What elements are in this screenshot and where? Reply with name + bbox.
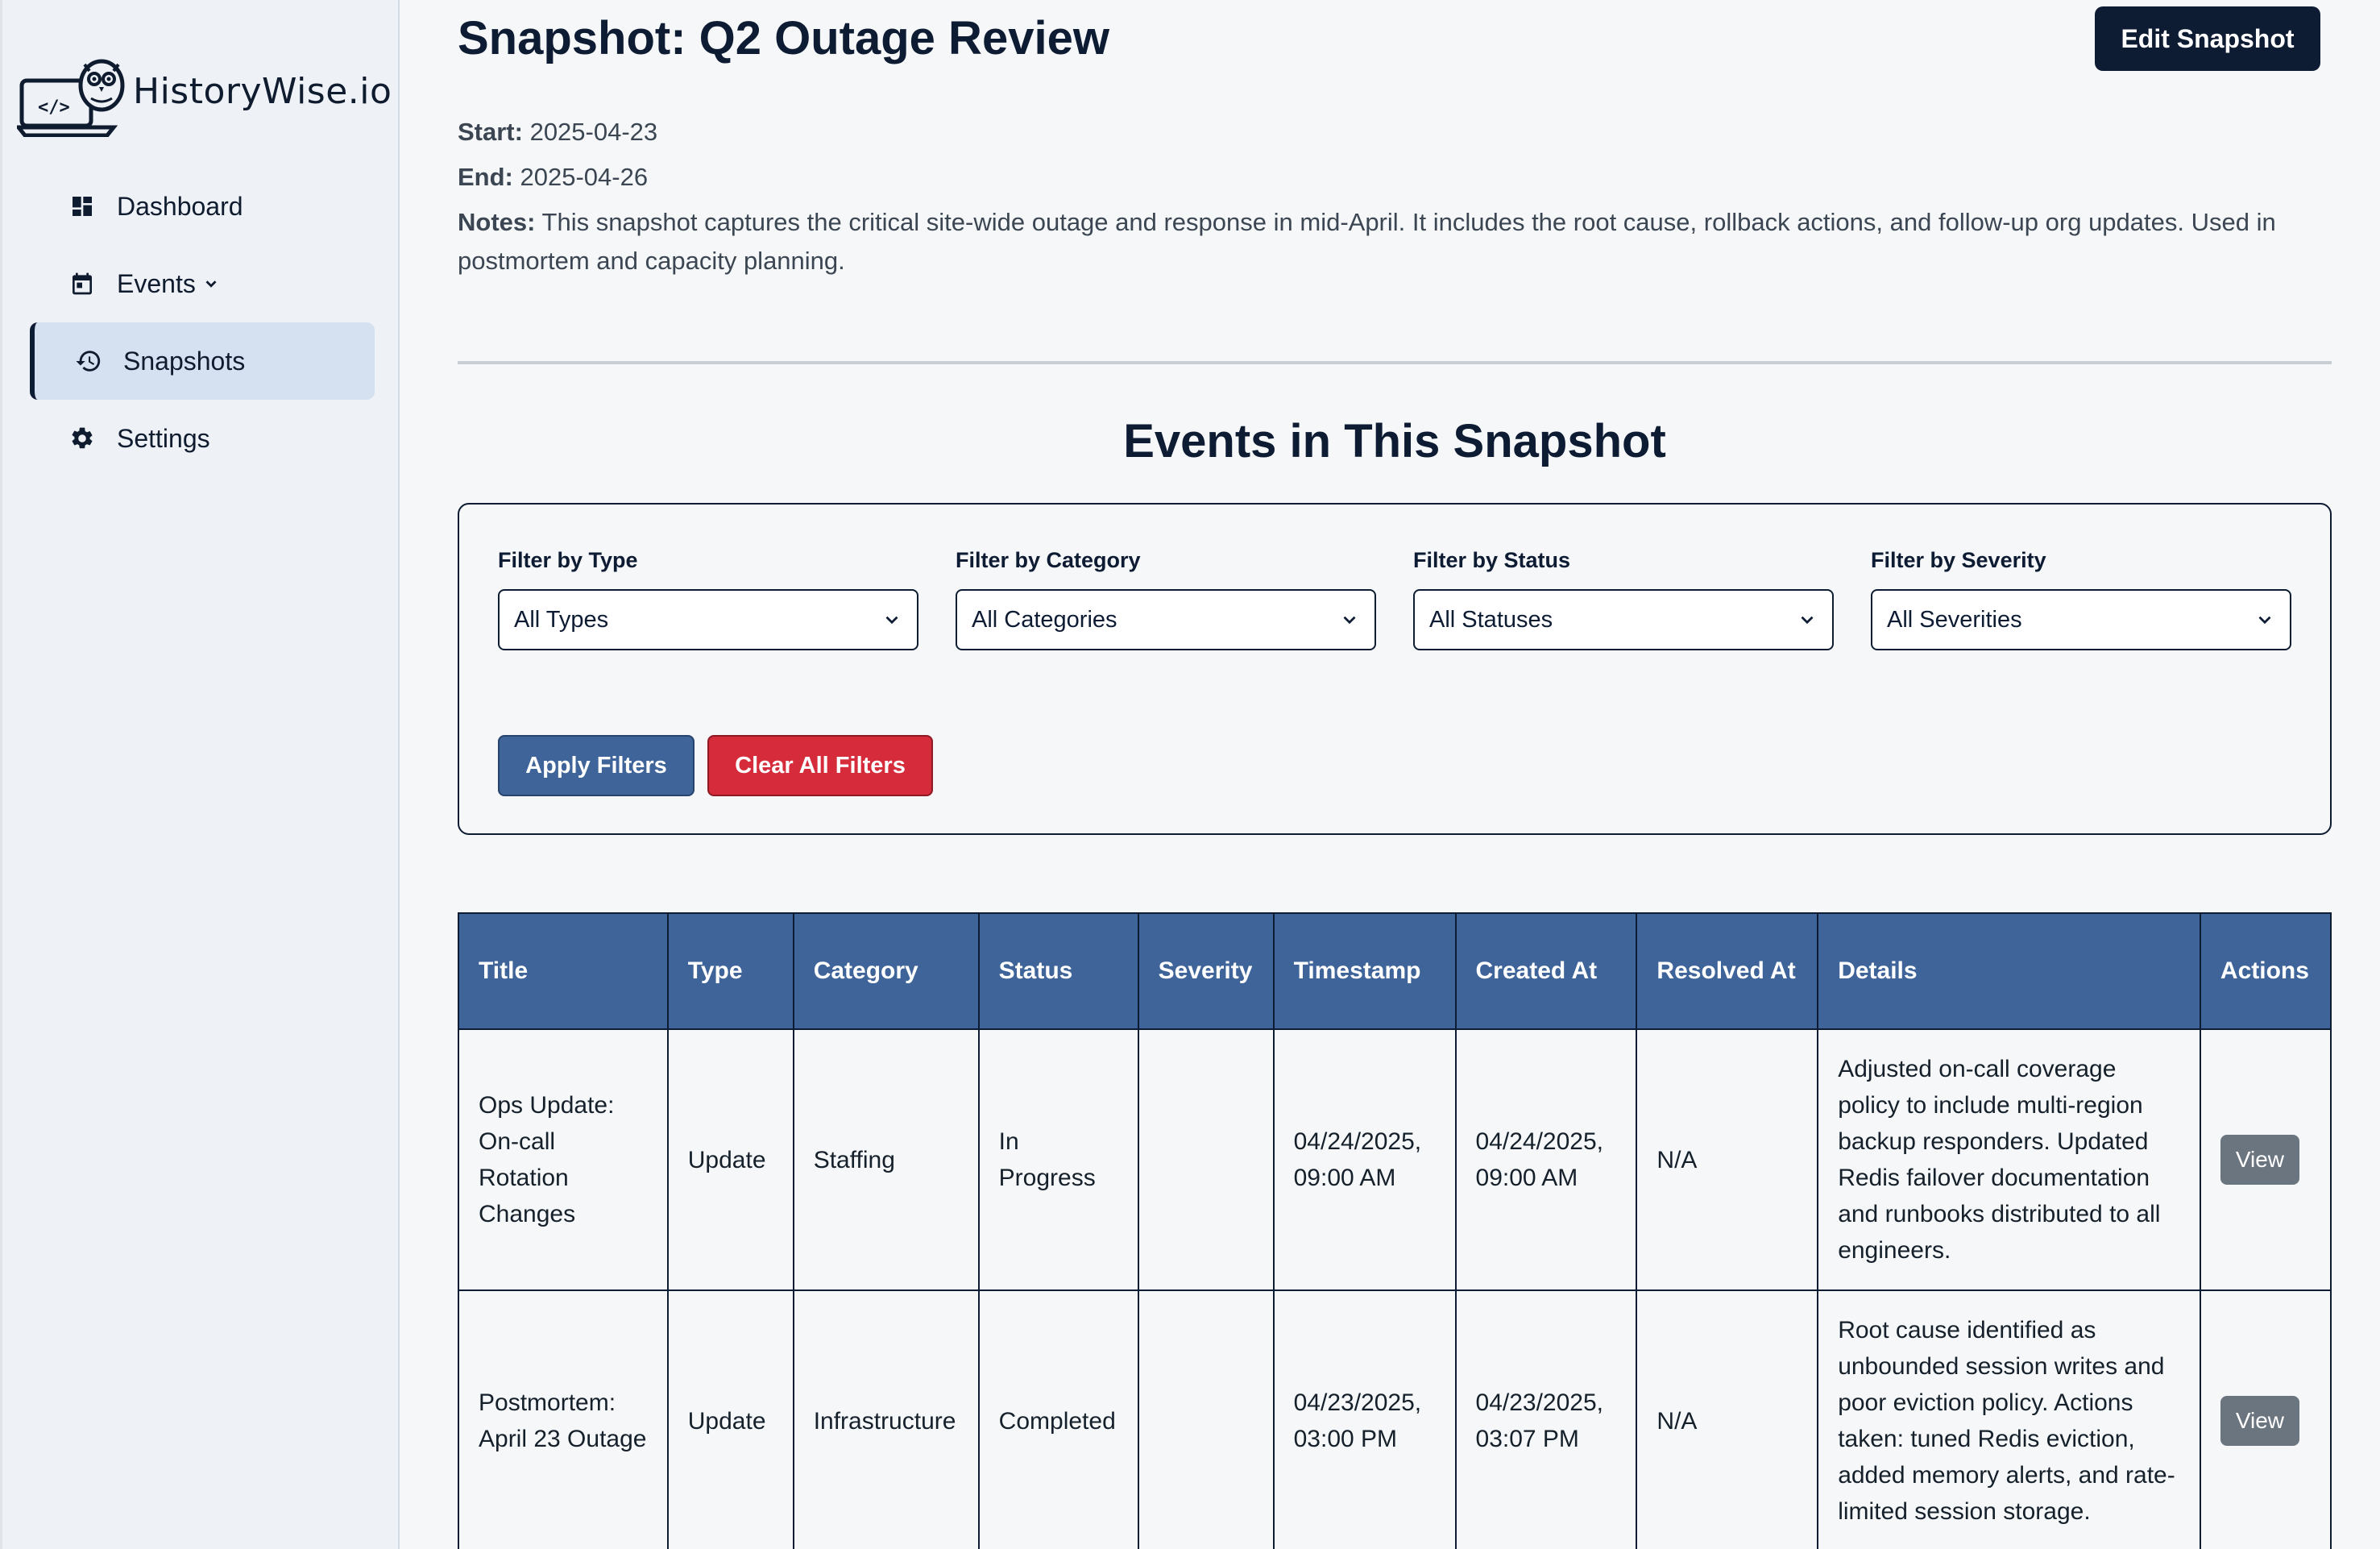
filter-type-select[interactable]: [498, 589, 918, 650]
cell-resolved-at: N/A: [1636, 1029, 1818, 1290]
sidebar: [0, 0, 400, 1549]
view-button[interactable]: View: [2220, 1135, 2299, 1185]
sidebar-item-settings[interactable]: [30, 400, 375, 477]
cell-type: Update: [668, 1029, 794, 1290]
sidebar-item-snapshots[interactable]: [30, 322, 375, 400]
sidebar-item-label: Snapshots: [123, 346, 246, 376]
start-value: 2025-04-23: [529, 118, 658, 146]
cell-category: Infrastructure: [794, 1290, 979, 1549]
sidebar-item-dashboard[interactable]: [30, 168, 375, 245]
filter-status-value: All Statuses: [1429, 606, 1553, 633]
cell-type: Update: [668, 1290, 794, 1549]
header-details[interactable]: Details: [1818, 913, 2200, 1029]
filter-panel: [458, 503, 2332, 835]
chevron-down-icon: [2254, 609, 2275, 630]
cell-timestamp: 04/23/2025, 03:00 PM: [1274, 1290, 1456, 1549]
divider: [458, 361, 2332, 364]
dashboard-icon: [68, 193, 96, 220]
cell-resolved-at: N/A: [1636, 1290, 1818, 1549]
filter-severity-group: [1871, 548, 2291, 650]
sidebar-item-events[interactable]: [30, 245, 375, 322]
header-actions: Actions: [2200, 913, 2331, 1029]
view-button[interactable]: View: [2220, 1396, 2299, 1446]
logo-icon: [17, 56, 126, 137]
header-title[interactable]: Title: [458, 913, 668, 1029]
sidebar-item-label: Settings: [117, 423, 210, 453]
cell-category: Staffing: [794, 1029, 979, 1290]
header-timestamp[interactable]: Timestamp: [1274, 913, 1456, 1029]
table-header-row: [458, 913, 2331, 1029]
table-row: [458, 1029, 2331, 1290]
cell-details: Adjusted on-call coverage policy to include multi-region backup responders. Updated Redis failover documentation and runbooks distributed to all engineers.: [1818, 1029, 2200, 1290]
svg-text:</>: </>: [38, 98, 70, 118]
filter-type-label: Filter by Type: [498, 548, 638, 572]
end-value: 2025-04-26: [520, 163, 649, 191]
cell-status: Completed: [979, 1290, 1138, 1549]
logo[interactable]: [17, 56, 392, 137]
filter-status-select[interactable]: [1413, 589, 1834, 650]
cell-status: In Progress: [979, 1029, 1138, 1290]
section-title: Events in This Snapshot: [1123, 415, 1666, 467]
chevron-down-icon[interactable]: [202, 275, 220, 293]
end-label: End:: [458, 163, 513, 191]
history-icon: [75, 347, 102, 375]
filter-type-value: All Types: [514, 606, 609, 633]
edit-snapshot-button[interactable]: Edit Snapshot: [2095, 6, 2320, 71]
filter-severity-value: All Severities: [1887, 606, 2022, 633]
header-status[interactable]: Status: [979, 913, 1138, 1029]
apply-filters-button[interactable]: Apply Filters: [498, 735, 695, 796]
page-title: Snapshot: Q2 Outage Review: [458, 12, 1109, 64]
cell-details: Root cause identified as unbounded session writes and poor eviction policy. Actions taken: tuned Redis eviction, added memory alerts, and rate-limited session storage.: [1818, 1290, 2200, 1549]
filter-category-group: [956, 548, 1376, 650]
cell-actions: [2200, 1029, 2331, 1290]
cell-created-at: 04/23/2025, 03:07 PM: [1456, 1290, 1637, 1549]
gear-icon: [68, 425, 96, 452]
notes-label: Notes:: [458, 208, 536, 236]
cell-created-at: 04/24/2025, 09:00 AM: [1456, 1029, 1637, 1290]
calendar-icon: [68, 270, 96, 297]
sidebar-item-label: Events: [117, 268, 196, 298]
sidebar-item-label: Dashboard: [117, 191, 243, 221]
clear-filters-button[interactable]: Clear All Filters: [707, 735, 933, 796]
chevron-down-icon: [1339, 609, 1360, 630]
cell-actions: [2200, 1290, 2331, 1549]
filter-category-value: All Categories: [972, 606, 1117, 633]
sidebar-nav: [30, 168, 375, 477]
start-line: [458, 113, 2332, 152]
header-resolved-at[interactable]: Resolved At: [1636, 913, 1818, 1029]
chevron-down-icon: [881, 609, 902, 630]
logo-text: HistoryWise.io: [133, 70, 392, 112]
filter-category-label: Filter by Category: [956, 548, 1141, 572]
filter-severity-label: Filter by Severity: [1871, 548, 2046, 572]
header-type[interactable]: Type: [668, 913, 794, 1029]
end-line: [458, 158, 2332, 197]
cell-severity: [1138, 1029, 1274, 1290]
notes-value: This snapshot captures the critical site-wide outage and response in mid-April. It includes the root cause, rollback actions, and follow-up org updates. Used in postmortem and capacity planning.: [458, 208, 2276, 275]
header-severity[interactable]: Severity: [1138, 913, 1274, 1029]
cell-title: Postmortem: April 23 Outage: [458, 1290, 668, 1549]
filter-category-select[interactable]: [956, 589, 1376, 650]
cell-title: Ops Update: On-call Rotation Changes: [458, 1029, 668, 1290]
notes-line: [458, 203, 2332, 280]
filter-type-group: [498, 548, 918, 650]
chevron-down-icon: [1797, 609, 1818, 630]
table-row: [458, 1290, 2331, 1549]
cell-timestamp: 04/24/2025, 09:00 AM: [1274, 1029, 1456, 1290]
events-table: [458, 912, 2332, 1549]
snapshot-meta: [458, 113, 2332, 287]
filter-status-label: Filter by Status: [1413, 548, 1571, 572]
header-created-at[interactable]: Created At: [1456, 913, 1637, 1029]
start-label: Start:: [458, 118, 523, 146]
header-category[interactable]: Category: [794, 913, 979, 1029]
filter-severity-select[interactable]: [1871, 589, 2291, 650]
filter-status-group: [1413, 548, 1834, 650]
cell-severity: [1138, 1290, 1274, 1549]
